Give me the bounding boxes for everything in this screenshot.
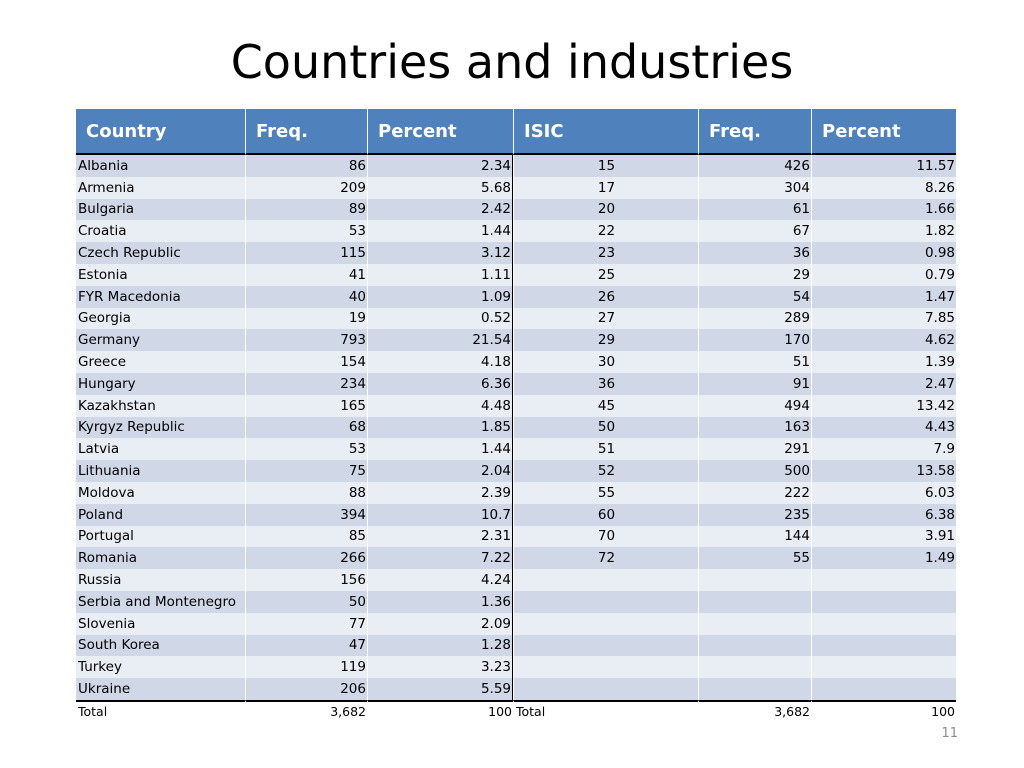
cell-isic-freq: 51 [698,351,811,373]
cell-country-freq: 156 [245,569,367,591]
cell-isic-freq [698,569,811,591]
cell-isic-freq [698,656,811,678]
table-body [76,155,956,700]
cell-country-percent: 6.36 [367,373,513,395]
cell-country: Estonia [76,264,245,286]
cell-isic-freq: 289 [698,308,811,330]
cell-isic-percent: 1.49 [811,547,956,569]
cell-isic: 15 [513,155,698,177]
cell-isic: 45 [513,395,698,417]
cell-isic-percent: 0.79 [811,264,956,286]
table-row [76,395,956,417]
table-row [76,373,956,395]
cell-isic [513,678,698,700]
cell-isic-freq [698,635,811,657]
cell-isic [513,569,698,591]
cell-country-freq: 50 [245,591,367,613]
cell-country-percent: 4.18 [367,351,513,373]
cell-isic-percent: 1.47 [811,286,956,308]
table-row [76,155,956,177]
cell-country-percent: 1.44 [367,438,513,460]
cell-country: Georgia [76,308,245,330]
cell-country-percent: 2.39 [367,482,513,504]
cell-isic-percent: 4.62 [811,329,956,351]
cell-country-freq: 88 [245,482,367,504]
cell-country: Romania [76,547,245,569]
cell-country-percent: 7.22 [367,547,513,569]
total-isic-freq: 3,682 [698,700,811,722]
cell-isic-freq: 36 [698,242,811,264]
header-country-freq: Freq. [245,109,367,155]
cell-country: Moldova [76,482,245,504]
table-row [76,656,956,678]
header-country-percent: Percent [367,109,513,155]
table-row [76,635,956,657]
cell-isic-freq: 494 [698,395,811,417]
cell-isic: 27 [513,308,698,330]
cell-isic-freq: 304 [698,177,811,199]
cell-country-percent: 1.09 [367,286,513,308]
cell-country-percent: 3.23 [367,656,513,678]
cell-country-freq: 165 [245,395,367,417]
table-row [76,286,956,308]
cell-country: Greece [76,351,245,373]
cell-country-freq: 40 [245,286,367,308]
cell-isic: 36 [513,373,698,395]
cell-isic-percent: 13.58 [811,460,956,482]
table-row [76,591,956,613]
cell-isic-freq [698,591,811,613]
cell-country-percent: 2.31 [367,526,513,548]
total-isic-percent: 100 [811,700,956,722]
table-row [76,438,956,460]
frequency-table [76,109,956,722]
cell-country: Bulgaria [76,199,245,221]
cell-country-freq: 206 [245,678,367,700]
cell-country-percent: 0.52 [367,308,513,330]
cell-country: Croatia [76,220,245,242]
cell-country-percent: 2.42 [367,199,513,221]
cell-isic-freq: 163 [698,417,811,439]
page-number: 11 [941,726,958,741]
cell-isic-freq: 170 [698,329,811,351]
cell-isic [513,591,698,613]
cell-country-percent: 10.7 [367,504,513,526]
cell-country-freq: 75 [245,460,367,482]
cell-country-freq: 41 [245,264,367,286]
cell-country-freq: 394 [245,504,367,526]
cell-isic: 25 [513,264,698,286]
table-row [76,177,956,199]
cell-country-freq: 53 [245,438,367,460]
total-country-freq: 3,682 [245,700,367,722]
table-row [76,417,956,439]
cell-country: Hungary [76,373,245,395]
cell-country-percent: 1.28 [367,635,513,657]
cell-isic-freq [698,613,811,635]
cell-isic-percent: 6.38 [811,504,956,526]
cell-isic-freq: 426 [698,155,811,177]
cell-country: Portugal [76,526,245,548]
cell-country-percent: 4.24 [367,569,513,591]
cell-isic-freq [698,678,811,700]
cell-isic-freq: 235 [698,504,811,526]
cell-isic: 60 [513,504,698,526]
cell-isic-percent [811,678,956,700]
cell-country-percent: 1.11 [367,264,513,286]
cell-isic-freq: 55 [698,547,811,569]
cell-country: Kyrgyz Republic [76,417,245,439]
cell-isic-percent [811,591,956,613]
table-row [76,569,956,591]
cell-isic-percent: 6.03 [811,482,956,504]
cell-country-freq: 266 [245,547,367,569]
cell-country: Slovenia [76,613,245,635]
cell-country-percent: 1.85 [367,417,513,439]
table-row [76,526,956,548]
header-country: Country [76,109,245,155]
total-row [76,700,956,722]
cell-isic-percent: 1.82 [811,220,956,242]
cell-isic: 30 [513,351,698,373]
cell-country-percent: 3.12 [367,242,513,264]
cell-isic-percent: 4.43 [811,417,956,439]
cell-isic-freq: 29 [698,264,811,286]
cell-country-freq: 53 [245,220,367,242]
cell-isic-freq: 144 [698,526,811,548]
cell-country-percent: 2.09 [367,613,513,635]
cell-isic: 55 [513,482,698,504]
cell-country: Serbia and Montenegro [76,591,245,613]
cell-country-percent: 5.59 [367,678,513,700]
cell-country-freq: 19 [245,308,367,330]
cell-country: Armenia [76,177,245,199]
cell-isic-percent: 7.85 [811,308,956,330]
cell-country: Kazakhstan [76,395,245,417]
cell-isic-percent: 1.66 [811,199,956,221]
cell-country-freq: 209 [245,177,367,199]
cell-country-freq: 154 [245,351,367,373]
cell-country: Albania [76,155,245,177]
cell-isic-percent: 11.57 [811,155,956,177]
cell-country-percent: 21.54 [367,329,513,351]
cell-isic: 70 [513,526,698,548]
header-row [76,109,956,155]
cell-isic-percent: 7.9 [811,438,956,460]
total-label-country: Total [76,700,245,722]
cell-country: Turkey [76,656,245,678]
table-row [76,460,956,482]
cell-isic-percent: 1.39 [811,351,956,373]
cell-isic: 72 [513,547,698,569]
cell-country: Czech Republic [76,242,245,264]
cell-country-freq: 77 [245,613,367,635]
cell-isic-percent [811,635,956,657]
cell-isic-percent [811,656,956,678]
cell-isic: 51 [513,438,698,460]
cell-isic-percent: 2.47 [811,373,956,395]
cell-isic-percent: 13.42 [811,395,956,417]
cell-country-percent: 2.04 [367,460,513,482]
cell-country: Lithuania [76,460,245,482]
cell-isic-percent [811,569,956,591]
total-label-isic: Total [513,700,698,722]
cell-isic-percent: 8.26 [811,177,956,199]
cell-country-freq: 85 [245,526,367,548]
cell-country-freq: 68 [245,417,367,439]
table-row [76,264,956,286]
cell-isic-percent: 0.98 [811,242,956,264]
cell-country-freq: 89 [245,199,367,221]
table-row [76,678,956,700]
cell-isic: 17 [513,177,698,199]
cell-country-freq: 86 [245,155,367,177]
cell-isic-freq: 61 [698,199,811,221]
table-row [76,351,956,373]
total-country-percent: 100 [367,700,513,722]
table-row [76,504,956,526]
header-isic: ISIC [513,109,698,155]
cell-isic-freq: 67 [698,220,811,242]
cell-isic: 22 [513,220,698,242]
cell-isic-percent: 3.91 [811,526,956,548]
cell-isic-freq: 291 [698,438,811,460]
cell-country: Russia [76,569,245,591]
cell-country-freq: 234 [245,373,367,395]
cell-country-freq: 115 [245,242,367,264]
table-row [76,199,956,221]
table-row [76,308,956,330]
header-isic-freq: Freq. [698,109,811,155]
cell-isic [513,613,698,635]
table-row [76,220,956,242]
cell-country-percent: 1.36 [367,591,513,613]
cell-country-freq: 47 [245,635,367,657]
cell-country-freq: 793 [245,329,367,351]
cell-isic-freq: 500 [698,460,811,482]
cell-isic [513,635,698,657]
cell-isic-percent [811,613,956,635]
cell-country: Germany [76,329,245,351]
cell-isic: 52 [513,460,698,482]
cell-country: Ukraine [76,678,245,700]
table-row [76,613,956,635]
cell-isic: 26 [513,286,698,308]
table-row [76,329,956,351]
cell-isic: 29 [513,329,698,351]
cell-country-percent: 5.68 [367,177,513,199]
cell-country-percent: 4.48 [367,395,513,417]
cell-isic: 20 [513,199,698,221]
cell-isic-freq: 91 [698,373,811,395]
cell-country: FYR Macedonia [76,286,245,308]
table-row [76,242,956,264]
cell-country-percent: 2.34 [367,155,513,177]
cell-country: Latvia [76,438,245,460]
cell-isic-freq: 54 [698,286,811,308]
cell-country: South Korea [76,635,245,657]
cell-isic: 23 [513,242,698,264]
header-isic-percent: Percent [811,109,956,155]
table-row [76,547,956,569]
cell-country-percent: 1.44 [367,220,513,242]
cell-isic [513,656,698,678]
slide-title: Countries and industries [230,35,794,89]
cell-country: Poland [76,504,245,526]
cell-isic-freq: 222 [698,482,811,504]
cell-isic: 50 [513,417,698,439]
cell-country-freq: 119 [245,656,367,678]
table-row [76,482,956,504]
